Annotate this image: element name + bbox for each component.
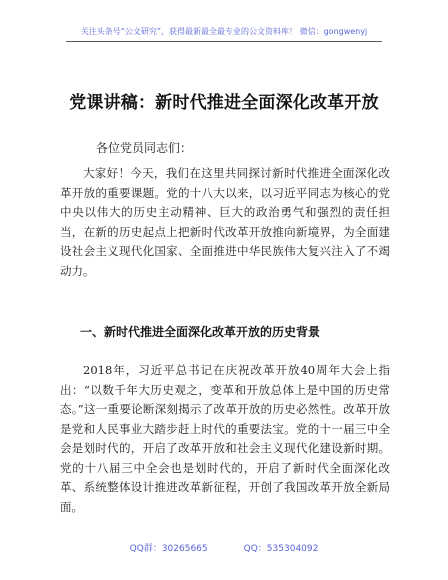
- paragraph-intro: 大家好！今天，我们在这里共同探讨新时代推进全面深化改革开放的重要课题。党的十八大以来，以习近平同志为核心的党中央以伟大的历史主动精神、巨大的政治勇气和强烈的责任担当，在新的历史起点上把新时代改革开放推向新境界，为全面建设社会主义现代化国家、全面推进中华民族伟大复兴注入了不竭动力。: [60, 166, 390, 278]
- header-divider: [66, 41, 382, 42]
- section-heading: 一、新时代推进全面深化改革开放的历史背景: [80, 325, 321, 339]
- footer-contact: [0, 541, 448, 554]
- header-note: 关注头条号“公文研究”，获得最新最全最专业的公文资料库！ 微信：gongwenyj: [80, 27, 368, 36]
- salutation: 各位党员同志们：: [96, 141, 193, 155]
- footer-qq: QQ：535304092: [243, 544, 319, 554]
- footer-qq-group: QQ群：30265665: [129, 544, 208, 554]
- page-title: 党课讲稿：新时代推进全面深化改革开放: [69, 93, 379, 113]
- paragraph-background: 2018年，习近平总书记在庆祝改革开放40周年大会上指出：“以数千年大历史观之，变革和开放总体上是中国的历史常态。”这一重要论断深刻揭示了改革开放的历史必然性。改革开放是党和人民事业大踏步赶上时代的重要法宝。党的十一届三中全会是划时代的，开启了改革开放和社会主义现代化建设新时期。党的十八届三中全会也是划时代的，开启了新时代全面深化改革、系统整体设计推进改革新征程，开创了我国改革开放全新局面。: [60, 363, 390, 514]
